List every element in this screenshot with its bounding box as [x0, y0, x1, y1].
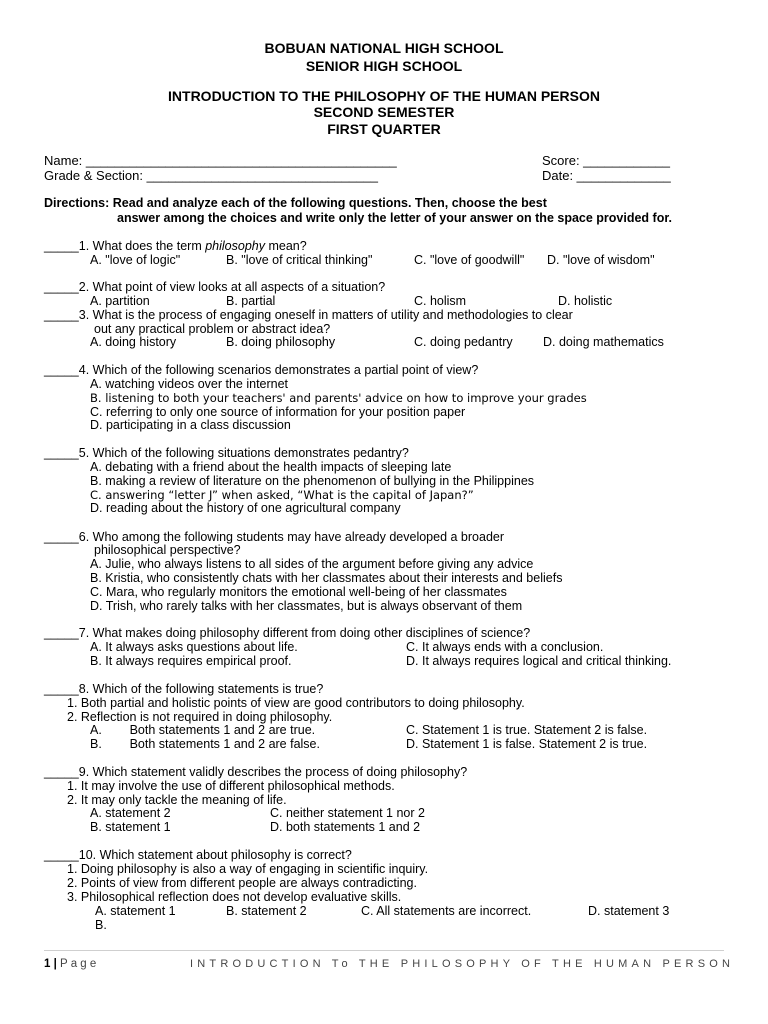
directions-line-1: Directions: Read and analyze each of the following questions. Then, choose the best [44, 196, 547, 210]
question-2-choice-b: B. partial [226, 294, 276, 308]
date-field: Date: _____________ [542, 168, 671, 183]
question-6-choice-d: D. Trish, who rarely talks with her classmates, but is always observant of them [90, 599, 523, 613]
question-5-choice-a: A. debating with a friend about the health impacts of sleeping late [90, 460, 452, 474]
subject-title: INTRODUCTION TO THE PHILOSOPHY OF THE HUMAN PERSON [168, 88, 600, 104]
question-8-choice-c: C. Statement 1 is true. Statement 2 is false. [406, 723, 648, 737]
name-field: Name: ___________________________________________ [44, 153, 397, 168]
question-1-choice-c: C. "love of goodwill" [414, 253, 525, 267]
question-8-choice-b: B. Both statements 1 and 2 are false. [90, 737, 320, 751]
page-word: P a g e [60, 958, 97, 970]
question-2-stem: _____2. What point of view looks at all aspects of a situation? [44, 280, 386, 294]
question-1-choice-d: D. "love of wisdom" [547, 253, 655, 267]
question-7-choice-b: B. It always requires empirical proof. [90, 654, 292, 668]
question-5-choice-d: D. reading about the history of one agricultural company [90, 501, 401, 515]
question-8-stem: _____8. Which of the following statements is true? [44, 682, 324, 696]
score-field: Score: ____________ [542, 153, 670, 168]
semester-title: SECOND SEMESTER [313, 104, 455, 120]
question-1-stem-post: mean? [264, 239, 307, 253]
question-7-choice-c: C. It always ends with a conclusion. [406, 640, 604, 654]
school-name: BOBUAN NATIONAL HIGH SCHOOL [264, 40, 504, 56]
question-5-choice-c: C. answering “letter J” when asked, “What is the capital of Japan?” [90, 488, 474, 502]
question-8-choice-a: A. Both statements 1 and 2 are true. [90, 723, 316, 737]
question-4-choice-a: A. watching videos over the internet [90, 377, 289, 391]
question-6-choice-b: B. Kristia, who consistently chats with her classmates about their interests and beliefs [90, 571, 563, 585]
question-5-stem: _____5. Which of the following situations demonstrates pedantry? [44, 446, 409, 460]
question-6-choice-a: A. Julie, who always listens to all sides of the argument before giving any advice [90, 557, 534, 571]
question-10-statement-1: 1. Doing philosophy is also a way of engaging in scientific inquiry. [67, 862, 429, 876]
question-10-choice-b-repeat: B. [95, 918, 107, 932]
question-3-choice-a: A. doing history [90, 335, 177, 349]
question-9-choice-b: B. statement 1 [90, 820, 171, 834]
question-7-choice-d: D. It always requires logical and critical thinking. [406, 654, 672, 668]
question-9-stem: _____9. Which statement validly describes the process of doing philosophy? [44, 765, 468, 779]
question-1-choice-b: B. "love of critical thinking" [226, 253, 373, 267]
footer-title: INTRODUCTION To THE PHILOSOPHY OF THE HUMAN PERSON [190, 958, 735, 970]
question-10-stem: _____10. Which statement about philosophy is correct? [44, 848, 352, 862]
question-10-choice-c: C. All statements are incorrect. [361, 904, 532, 918]
footer-divider [44, 950, 724, 951]
question-4-choice-c: C. referring to only one source of information for your position paper [90, 405, 466, 419]
question-9-statement-2: 2. It may only tackle the meaning of life. [67, 793, 287, 807]
question-8-statement-2: 2. Reflection is not required in doing philosophy. [67, 710, 333, 724]
question-10-choice-b: B. statement 2 [226, 904, 307, 918]
school-level: SENIOR HIGH SCHOOL [305, 58, 463, 74]
question-10-statement-2: 2. Points of view from different people are always contradicting. [67, 876, 417, 890]
question-6-stem-2: philosophical perspective? [94, 543, 241, 557]
question-6-stem-1: _____6. Who among the following students may have already developed a broader [44, 530, 505, 544]
footer-page-label [44, 957, 96, 971]
question-10-choice-d: D. statement 3 [588, 904, 670, 918]
question-9-statement-1: 1. It may involve the use of different philosophical methods. [67, 779, 395, 793]
question-3-choice-d: D. doing mathematics [543, 335, 664, 349]
question-7-choice-a: A. It always asks questions about life. [90, 640, 298, 654]
question-2-choice-c: C. holism [414, 294, 467, 308]
question-2-choice-d: D. holistic [558, 294, 613, 308]
grade-section-field: Grade & Section: ________________________________ [44, 168, 378, 183]
question-1-choice-a: A. "love of logic" [90, 253, 181, 267]
question-3-choice-c: C. doing pedantry [414, 335, 513, 349]
page-separator: | [53, 958, 57, 970]
question-10-choice-a: A. statement 1 [95, 904, 176, 918]
question-4-choice-b: B. listening to both your teachers' and parents' advice on how to improve your grades [90, 391, 587, 405]
question-2-choice-a: A. partition [90, 294, 150, 308]
question-1-stem [44, 239, 307, 253]
question-3-choice-b: B. doing philosophy [226, 335, 336, 349]
question-8-statement-1: 1. Both partial and holistic points of view are good contributors to doing philosophy. [67, 696, 525, 710]
question-1-term: philosophy [205, 239, 265, 253]
question-9-choice-c: C. neither statement 1 nor 2 [270, 806, 425, 820]
question-10-statement-3: 3. Philosophical reflection does not develop evaluative skills. [67, 890, 402, 904]
question-5-choice-b: B. making a review of literature on the phenomenon of bullying in the Philippines [90, 474, 535, 488]
question-9-choice-a: A. statement 2 [90, 806, 171, 820]
question-4-choice-d: D. participating in a class discussion [90, 418, 291, 432]
quarter-title: FIRST QUARTER [327, 121, 441, 137]
page-number: 1 [44, 958, 51, 970]
question-3-stem-2: out any practical problem or abstract idea? [94, 322, 331, 336]
question-8-choice-d: D. Statement 1 is false. Statement 2 is true. [406, 737, 648, 751]
question-1-stem-pre: _____1. What does the term [44, 239, 206, 253]
question-6-choice-c: C. Mara, who regularly monitors the emotional well-being of her classmates [90, 585, 507, 599]
question-3-stem-1: _____3. What is the process of engaging oneself in matters of utility and methodologies to clear [44, 308, 573, 322]
directions-line-2: answer among the choices and write only the letter of your answer on the space provided for. [117, 211, 672, 225]
question-7-stem: _____7. What makes doing philosophy different from doing other disciplines of science? [44, 626, 531, 640]
question-9-choice-d: D. both statements 1 and 2 [270, 820, 421, 834]
question-4-stem: _____4. Which of the following scenarios demonstrates a partial point of view? [44, 363, 479, 377]
